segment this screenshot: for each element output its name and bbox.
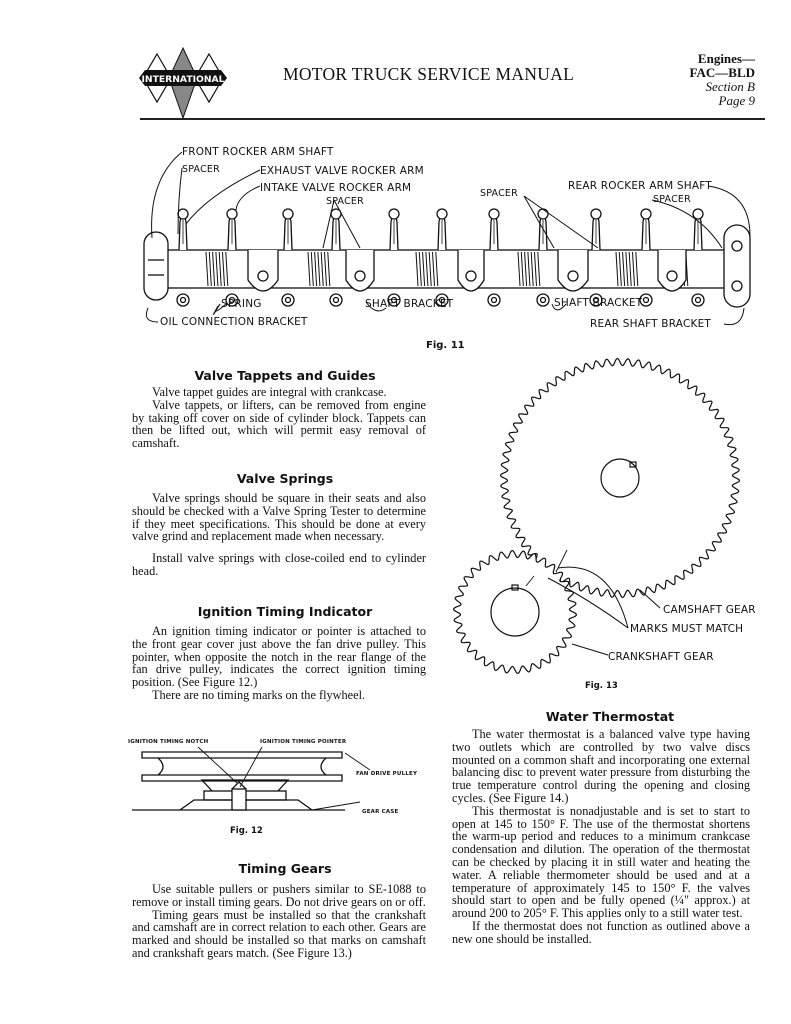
- heading-timing-gears: Timing Gears: [238, 861, 332, 876]
- section-water-thermostat: [452, 728, 750, 946]
- leader-line: [186, 170, 260, 224]
- label-rear-rocker-arm-shaft: REAR ROCKER ARM SHAFT: [568, 180, 712, 192]
- leader-line: [724, 308, 744, 325]
- label-front-rocker-arm-shaft: FRONT ROCKER ARM SHAFT: [182, 146, 334, 158]
- engine-line: Engines—: [697, 51, 755, 66]
- heading-valve-tappets: Valve Tappets and Guides: [194, 368, 376, 383]
- page-reference: [690, 52, 755, 108]
- fig12-pulley-diagram: [120, 740, 450, 820]
- fig12-caption: Fig. 12: [230, 826, 263, 836]
- leader-line: [152, 152, 182, 238]
- paragraph: Use suitable pullers or pushers similar to SE-1088 to remove or install timing gears. Do not drive gears on or off.: [132, 882, 426, 909]
- section-ignition-timing: [132, 625, 426, 702]
- section-timing-gears: [132, 883, 426, 960]
- label-spacer-right: SPACER: [653, 194, 691, 205]
- leader-line: [146, 308, 158, 322]
- paragraph: Valve tappets, or lifters, can be removed from engine by taking off cover on side of cylinder block. Tappets can then be lifted out, which will permit easy removal of camshaft.: [132, 397, 426, 451]
- heading-ignition-timing: Ignition Timing Indicator: [197, 604, 373, 619]
- international-logo: [135, 48, 231, 120]
- heading-valve-springs: Valve Springs: [236, 471, 334, 486]
- label-spring: SPRING: [221, 298, 262, 310]
- leader-line: [572, 644, 608, 655]
- label-spacer-left: SPACER: [182, 164, 220, 175]
- fig13-caption: Fig. 13: [585, 681, 618, 691]
- adjusting-screw: [330, 294, 342, 306]
- label-marks-must-match: MARKS MUST MATCH: [630, 623, 744, 635]
- leader-line: [640, 590, 660, 608]
- label-spacer-mid: SPACER: [480, 188, 518, 199]
- rocker-shaft: [160, 250, 726, 288]
- section-label: Section B: [705, 79, 755, 94]
- label-ignition-timing-notch: IGNITION TIMING NOTCH: [128, 739, 209, 745]
- paragraph: The water thermostat is a balanced valve type having two outlets which are controlled by two valve discs mounted on a common shaft and incorporating one external balancing disc to prevent water pressure from disturbing the true temperature control during the opening and closing cycles. (See Figure 14.): [452, 727, 750, 805]
- adjusting-screw: [692, 294, 704, 306]
- leader-line: [236, 186, 260, 210]
- rear-shaft-bracket: [724, 225, 750, 307]
- adjusting-screw: [537, 294, 549, 306]
- paragraph: Install valve springs with close-coiled end to cylinder head.: [132, 551, 426, 578]
- manual-title: MOTOR TRUCK SERVICE MANUAL: [283, 64, 575, 84]
- heading-water-thermostat: Water Thermostat: [545, 709, 675, 724]
- paragraph: Valve tappet guides are integral with crankcase.: [152, 385, 387, 399]
- label-rear-shaft-bracket: REAR SHAFT BRACKET: [590, 318, 712, 330]
- label-intake-valve-rocker-arm: INTAKE VALVE ROCKER ARM: [260, 182, 412, 194]
- timing-pointer-body: [232, 789, 246, 810]
- label-oil-connection-bracket: OIL CONNECTION BRACKET: [160, 316, 308, 328]
- label-fan-drive-pulley: FAN DRIVE PULLEY: [356, 771, 418, 777]
- section-valve-springs: [132, 492, 426, 578]
- leader-line: [652, 200, 722, 248]
- label-gear-case: GEAR CASE: [362, 809, 399, 815]
- paragraph: There are no timing marks on the flywheel.: [152, 687, 366, 702]
- paragraph: Timing gears must be installed so that the crankshaft and camshaft are in correct relation to each other. Gears are marked and should be installed so that marks on camshaft and crankshaft gears match. (See Figure 13.): [132, 907, 426, 960]
- label-exhaust-valve-rocker-arm: EXHAUST VALVE ROCKER ARM: [260, 165, 424, 177]
- paragraph: An ignition timing indicator or pointer is attached to the front gear cover just above the fan drive pulley. This pointer, when opposite the notch in the rear flange of the fan drive pulley, indicates the correct ignition timing position. (See Figure 12.): [132, 624, 426, 690]
- adjusting-screw: [177, 294, 189, 306]
- leader-line: [524, 196, 598, 248]
- header-rule: [140, 118, 765, 120]
- logo-text: INTERNATIONAL: [141, 74, 225, 85]
- fig11-caption: Fig. 11: [426, 340, 465, 351]
- label-crankshaft-gear: CRANKSHAFT GEAR: [608, 651, 714, 663]
- paragraph: Valve springs should be square in their seats and also should be checked with a Valve Spring Tester to determine if they meet specifications. This should be done at every valve grind and replacement made when necessary.: [132, 491, 426, 544]
- paragraph: This thermostat is nonadjustable and is set to start to open at 145 to 150° F. The use of the thermostat shortens the warm-up period and reduces to a minimum crankcase condensation and dilution. The operation of the thermostat can be checked by placing it in still water and heating the water. A reliable thermometer should be used and at a temperature of approximately 145 to 150° F. the valves should start to open and be fully opened (¼" approx.) at around 200 to 205° F. This applies only to a still water test.: [452, 803, 750, 921]
- oil-connection-bracket: [144, 232, 168, 300]
- label-spacer-center: SPACER: [326, 196, 364, 207]
- section-valve-tappets: [132, 386, 426, 450]
- timing-pointer-tip: [232, 782, 246, 789]
- page-number: Page 9: [718, 93, 755, 108]
- label-camshaft-gear: CAMSHAFT GEAR: [663, 604, 756, 616]
- label-shaft-bracket-1: SHAFT BRACKET: [365, 298, 454, 310]
- model-line: FAC—BLD: [689, 65, 755, 80]
- fan-drive-pulley: [142, 752, 342, 781]
- adjusting-screw: [488, 294, 500, 306]
- label-ignition-timing-pointer: IGNITION TIMING POINTER: [260, 739, 347, 745]
- adjusting-screw: [282, 294, 294, 306]
- label-shaft-bracket-2: SHAFT BRACKET: [554, 297, 643, 309]
- paragraph: If the thermostat does not function as outlined above a new one should be installed.: [452, 918, 750, 946]
